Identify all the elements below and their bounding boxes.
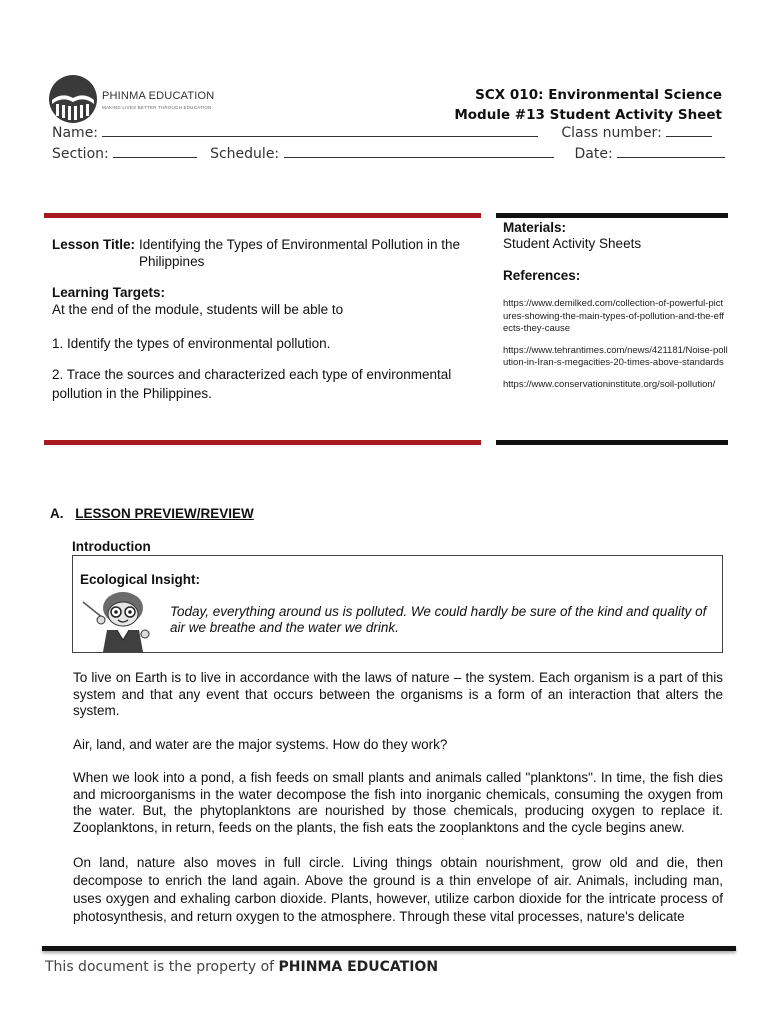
references-label: References: [503,268,581,283]
reference-link-1[interactable]: https://www.demilked.com/collection-of-powerful-pictures-showing-the-main-types-of-pollution-and-the-effects-they-cause [503,298,725,334]
introduction-heading: Introduction [72,539,151,554]
phinma-logo [48,74,218,126]
section-row [52,146,725,162]
paragraph-4: On land, nature also moves in full circle. Living things obtain nourishment, grow old and die, then decompose to enrich the land again. Above the ground is a thin envelope of air. Animals, including man, uses oxygen and exhaling carbon dioxide. Plants, however, utilize carbon dioxide for the intricate process of photosynthesis, and return oxygen to the atmosphere. Through these vital processes, nature's delicate [73,855,723,924]
cartoon-boy-icon [81,588,163,652]
section-a-heading [50,506,254,521]
top-red-divider [44,213,481,218]
paragraph-1: To live on Earth is to live in accordance with the laws of nature – the system. Each organism is a part of this system and that any event that occurs between the organisms is a form of an interaction that alters the system. [73,670,723,718]
schedule-label: Schedule: [210,146,280,162]
materials-value: Student Activity Sheets [503,236,642,251]
paragraph-2: Air, land, and water are the major systems. How do they work? [73,737,448,752]
course-heading [454,85,722,125]
ecological-insight-box [72,555,723,653]
learning-targets-label: Learning Targets: [52,285,166,300]
brand-name: PHINMA EDUCATION [102,90,215,102]
bottom-black-divider [496,440,728,445]
section-a-title: LESSON PREVIEW/REVIEW [75,506,254,521]
phinma-logo-icon [48,74,98,124]
section-a-letter: A. [50,506,64,521]
footer-owner: PHINMA EDUCATION [278,959,439,975]
insight-quote: Today, everything around us is polluted. We could hardly be sure of the kind and quality of air we breathe and the water we drink. [170,604,707,635]
name-row [52,125,712,141]
footer-prefix: This document is the property of [45,959,275,975]
lesson-title-label: Lesson Title: [52,237,136,252]
lesson-info [52,236,477,403]
materials-label: Materials: [503,220,567,235]
brand-tagline: MAKING LIVES BETTER THROUGH EDUCATION [102,105,212,110]
materials-panel [503,220,728,391]
paragraph-3: When we look into a pond, a fish feeds on small plants and animals called "planktons". In time, the fish dies and microorganisms in the water decompose the fish into inorganic chemicals, consuming the oxygen from the water. But, the phytoplanktons are nourished by those chemicals, producing oxygen to replace it. Zooplanktons, in return, feeds on the plants, the fish eats the zooplanktons and the cycle begins anew. [73,770,723,835]
insight-label: Ecological Insight: [80,572,201,587]
module-title: Module #13 Student Activity Sheet [454,107,722,123]
learning-target-1: 1. Identify the types of environmental pollution. [52,336,331,351]
section-label: Section: [52,146,109,162]
class-number-field[interactable] [666,125,712,137]
schedule-field[interactable] [284,146,554,158]
lesson-title-row [52,236,477,270]
learning-target-2: 2. Trace the sources and characterized each type of environmental pollution in the Philippines. [52,367,452,401]
footer-text [45,959,438,975]
section-field[interactable] [113,146,197,158]
name-label: Name: [52,125,99,141]
reference-link-3[interactable]: https://www.conservationinstitute.org/soil-pollution/ [503,378,716,390]
lesson-title: Identifying the Types of Environmental Pollution in the Philippines [139,237,460,269]
learning-targets-intro: At the end of the module, students will be able to [52,302,344,317]
date-label: Date: [574,146,613,162]
bottom-red-divider [44,440,481,445]
top-black-divider [496,213,728,218]
footer-divider [42,946,736,951]
reference-link-2[interactable]: https://www.tehrantimes.com/news/421181/Noise-pollution-in-Iran-s-megacities-20-times-above-standards [503,344,728,368]
course-title: SCX 010: Environmental Science [475,87,722,103]
name-field[interactable] [102,125,538,137]
class-number-label: Class number: [561,125,662,141]
date-field[interactable] [617,146,725,158]
